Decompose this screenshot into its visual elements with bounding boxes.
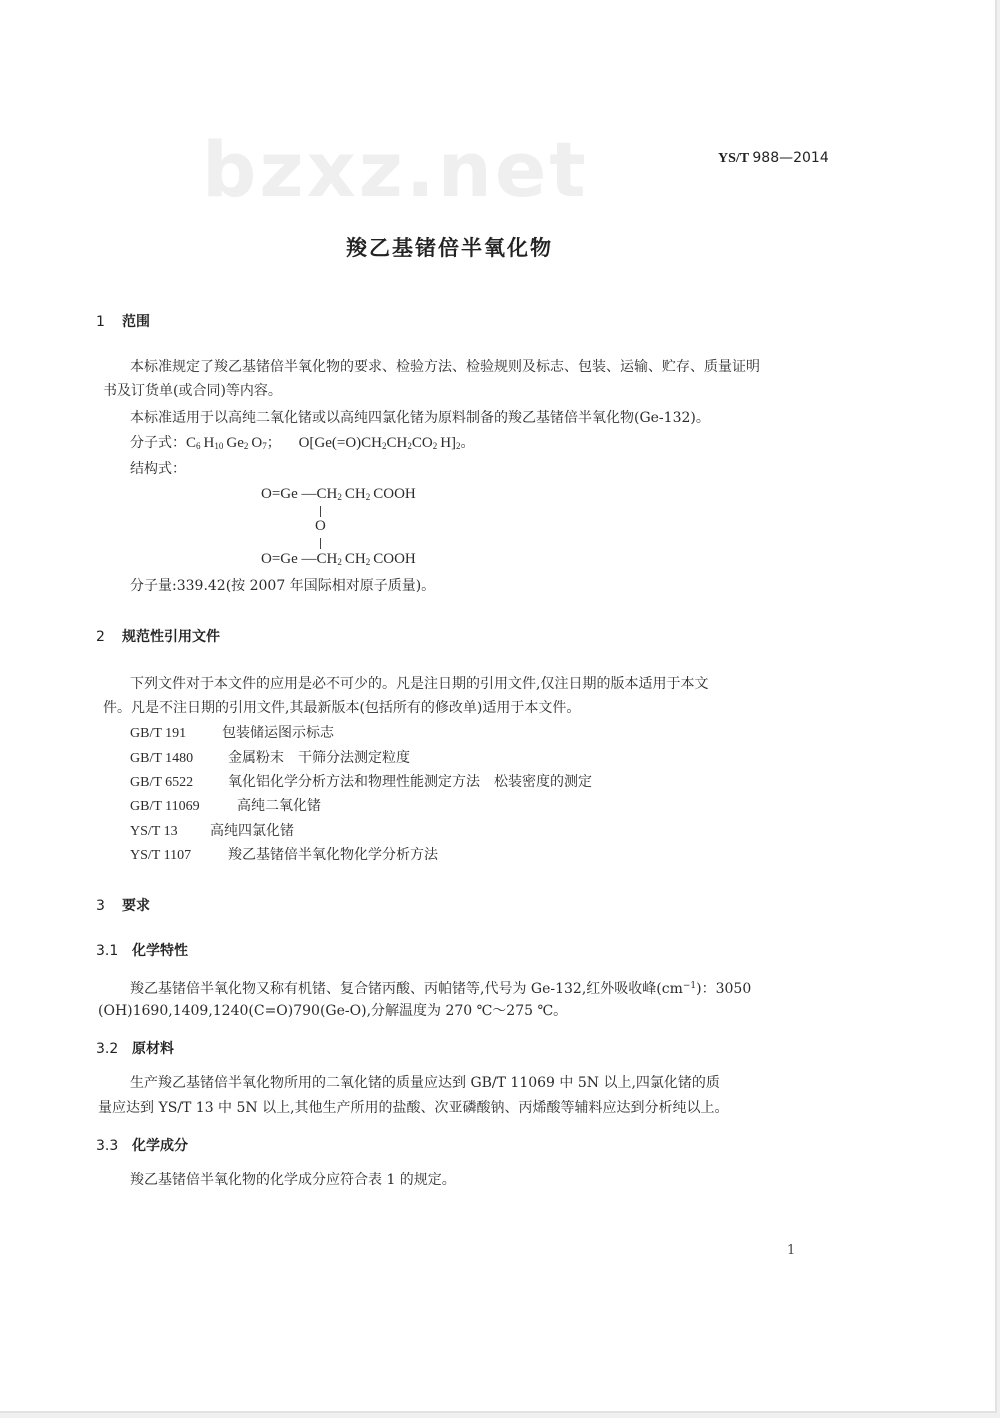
paragraph: 件。凡是不注日期的引用文件,其最新版本(包括所有的修改单)适用于本文件。	[103, 700, 581, 716]
watermark: bzxz.net	[202, 125, 589, 214]
formula-subscript: 2	[365, 492, 371, 502]
bond-line	[320, 506, 321, 517]
formula-text: CH	[344, 551, 366, 567]
formula-text: C	[186, 435, 197, 451]
reference-item	[130, 821, 294, 842]
reference-item	[130, 772, 592, 793]
reference-code: GB/T 1480	[130, 751, 194, 766]
formula-end: 。	[460, 435, 475, 451]
paragraph-text: 羧乙基锗倍半氧化物又称有机锗、复合锗丙酸、丙帕锗等,代号为 Ge-132,红外吸收峰(cm	[130, 981, 683, 997]
standard-prefix: YS/T	[718, 151, 749, 166]
document-title: 羧乙基锗倍半氧化物	[346, 236, 553, 260]
page-number: 1	[787, 1243, 796, 1258]
section-number: 3.2	[96, 1041, 119, 1057]
superscript: −1	[682, 981, 697, 991]
bond-line	[320, 538, 321, 549]
paragraph: 量应达到 YS/T 13 中 5N 以上,其他生产所用的盐酸、次亚磷酸钠、丙烯酸等辅料应达到分析纯以上。	[98, 1100, 729, 1116]
formula-text: O=Ge —CH	[261, 551, 338, 567]
formula-subscript: 2	[407, 441, 412, 451]
formula-text: CH	[344, 486, 366, 502]
structural-formula-line-2	[261, 551, 416, 568]
section-1-heading	[96, 311, 150, 331]
reference-title: 包装储运图示标志	[222, 725, 334, 741]
reference-title: 羧乙基锗倍半氧化物化学分析方法	[228, 847, 438, 863]
formula-text: Ge	[226, 435, 244, 451]
bridge-oxygen: O	[315, 518, 326, 534]
formula-subscript: 10	[214, 441, 224, 451]
paragraph: 本标准适用于以高纯二氧化锗或以高纯四氯化锗为原料制备的羧乙基锗倍半氧化物(Ge-132)。	[130, 410, 710, 426]
section-title: 规范性引用文件	[122, 629, 220, 645]
reference-title: 高纯四氯化锗	[210, 823, 294, 839]
structural-formula-line-1	[261, 486, 416, 503]
formula-text: CH	[386, 435, 408, 451]
section-title: 化学成分	[132, 1138, 188, 1154]
paragraph: 书及订货单(或合同)等内容。	[103, 383, 282, 399]
formula-subscript: 2	[432, 441, 438, 451]
molecular-formula-label: 分子式：	[130, 435, 186, 451]
paragraph: 下列文件对于本文件的应用是必不可少的。凡是注日期的引用文件,仅注日期的版本适用于本文	[130, 676, 709, 692]
formula-subscript: 7	[262, 441, 267, 451]
section-3-2-heading	[96, 1038, 174, 1058]
standard-code	[718, 150, 829, 167]
formula-text: CO	[411, 435, 433, 451]
reference-item	[130, 845, 438, 866]
structural-formula-label: 结构式：	[130, 461, 186, 477]
reference-item	[130, 723, 334, 744]
section-title: 要求	[122, 898, 150, 914]
formula-text: COOH	[373, 486, 416, 502]
formula-subscript: 2	[365, 557, 371, 567]
section-number: 2	[96, 629, 105, 645]
reference-title: 氧化铝化学分析方法和物理性能测定方法 松装密度的测定	[228, 774, 592, 790]
formula-text: O	[251, 435, 263, 451]
standard-number: 988—2014	[752, 150, 829, 166]
paragraph	[130, 976, 751, 1000]
paragraph: 羧乙基锗倍半氧化物的化学成分应符合表 1 的规定。	[130, 1172, 456, 1188]
reference-item	[130, 796, 321, 817]
paragraph-text: )：3050	[696, 981, 752, 997]
molecular-weight: 分子量:339.42(按 2007 年国际相对原子质量)。	[130, 578, 436, 594]
section-2-heading	[96, 626, 220, 646]
reference-code: GB/T 191	[130, 726, 187, 741]
formula-text: O=Ge —CH	[261, 486, 338, 502]
formula-subscript: 2	[382, 441, 387, 451]
section-number: 3.1	[96, 943, 119, 959]
section-3-3-heading	[96, 1135, 188, 1155]
reference-item	[130, 748, 410, 769]
section-number: 3	[96, 898, 105, 914]
formula-subscript: 6	[196, 441, 201, 451]
molecular-formula	[130, 433, 475, 457]
reference-title: 金属粉末 干筛分法测定粒度	[228, 750, 410, 766]
section-title: 原材料	[132, 1041, 174, 1057]
reference-title: 高纯二氧化锗	[237, 798, 321, 814]
section-3-heading	[96, 895, 150, 915]
formula-subscript: 2	[337, 492, 342, 502]
paragraph: 生产羧乙基锗倍半氧化物所用的二氧化锗的质量应达到 GB/T 11069 中 5N 以上,四氯化锗的质	[130, 1075, 720, 1091]
formula-text: COOH	[373, 551, 416, 567]
paragraph: 本标准规定了羧乙基锗倍半氧化物的要求、检验方法、检验规则及标志、包装、运输、贮存、质量证明	[130, 359, 760, 375]
formula-subscript: 2	[456, 441, 461, 451]
section-number: 1	[96, 314, 105, 330]
section-title: 化学特性	[132, 943, 188, 959]
reference-code: GB/T 6522	[130, 775, 194, 790]
reference-code: YS/T 1107	[130, 848, 192, 863]
paragraph: (OH)1690,1409,1240(C=O)790(Ge-O),分解温度为 270 ℃～275 ℃。	[98, 1003, 568, 1019]
section-3-1-heading	[96, 940, 188, 960]
formula-text: H	[203, 435, 215, 451]
page-edge-bottom	[0, 1413, 1000, 1418]
formula-text: H]	[440, 435, 457, 451]
section-number: 3.3	[96, 1138, 119, 1154]
formula-subscript: 2	[243, 441, 249, 451]
formula-subscript: 2	[337, 557, 342, 567]
formula-text: O[Ge(=O)CH	[298, 435, 382, 451]
formula-separator: ；	[266, 435, 281, 451]
reference-code: GB/T 11069	[130, 799, 200, 814]
reference-code: YS/T 13	[130, 824, 178, 839]
section-title: 范围	[122, 314, 150, 330]
